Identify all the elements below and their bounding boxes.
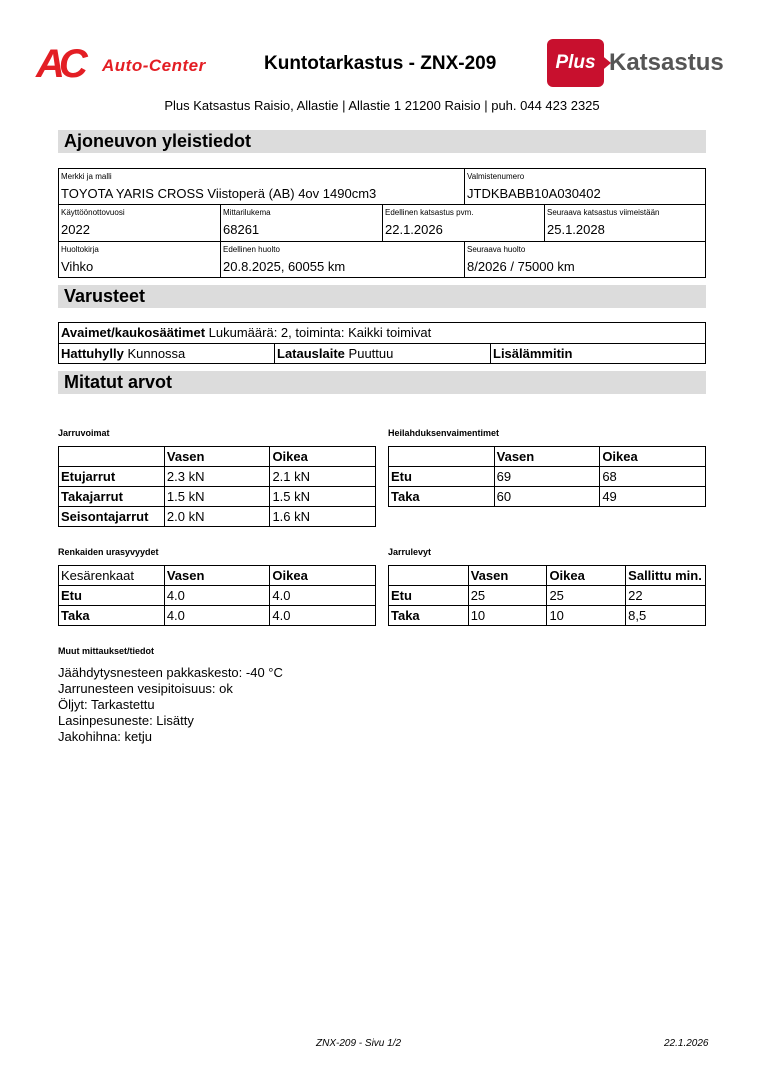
other-title: Muut mittaukset/tiedot: [58, 646, 154, 656]
row-label: Taka: [59, 606, 165, 626]
cell: 25: [468, 586, 547, 606]
table-row: [389, 586, 706, 606]
table-row: [59, 507, 376, 527]
header-cell: [59, 447, 165, 467]
cell: 25: [547, 586, 626, 606]
footer-page: ZNX-209 - Sivu 1/2: [316, 1038, 402, 1049]
row-label: Etu: [389, 467, 495, 487]
equipment-rack: [58, 343, 275, 364]
cell: 69: [494, 467, 600, 487]
equipment-keys: [58, 322, 706, 344]
field-label: Edellinen katsastus pvm.: [385, 208, 474, 217]
document-title: Kuntotarkastus - ZNX-209: [264, 53, 497, 74]
row-label: Seisontajarrut: [59, 507, 165, 527]
other-list: [58, 665, 283, 745]
field-label: Seuraava katsastus viimeistään: [547, 208, 660, 217]
rack-value: Kunnossa: [127, 346, 186, 361]
table-header-row: [59, 566, 376, 586]
table-row: [389, 487, 706, 507]
list-item: Lasinpesuneste: Lisätty: [58, 713, 194, 728]
header-cell: Vasen: [164, 447, 270, 467]
cell: 60: [494, 487, 600, 507]
cell: 4.0: [270, 606, 376, 626]
field-value: 68261: [223, 222, 260, 237]
field-last-inspection: [382, 204, 545, 242]
cell: 10: [547, 606, 626, 626]
cell: 68: [600, 467, 706, 487]
rack-label: Hattuhylly: [61, 346, 124, 361]
field-value: 22.1.2026: [385, 222, 443, 237]
equipment-heater: [490, 343, 706, 364]
list-item: Jarrunesteen vesipitoisuus: ok: [58, 681, 233, 696]
table-row: [59, 606, 376, 626]
footer-date: 22.1.2026: [664, 1038, 709, 1049]
table-header-row: [389, 447, 706, 467]
section-equipment-heading: Varusteet: [58, 285, 706, 308]
equipment-charger: [274, 343, 491, 364]
field-label: Merkki ja malli: [61, 172, 112, 181]
field-label: Mittarilukema: [223, 208, 271, 217]
discs-table: [388, 565, 706, 626]
row-label: Taka: [389, 487, 495, 507]
field-value: 25.1.2028: [547, 222, 605, 237]
field-value: TOYOTA YARIS CROSS Viistoperä (AB) 4ov 1490cm3: [61, 186, 377, 201]
field-next-inspection: [544, 204, 706, 242]
row-label: Etu: [389, 586, 469, 606]
cell: 2.1 kN: [270, 467, 376, 487]
keys-value: Lukumäärä: 2, toiminta: Kaikki toimivat: [208, 325, 432, 340]
field-make-model: [58, 168, 465, 205]
charger-label: Latauslaite: [277, 346, 345, 361]
auto-center-logo: [36, 44, 226, 86]
cell: 1.5 kN: [164, 487, 270, 507]
cell: 8,5: [626, 606, 706, 626]
row-label: Etu: [59, 586, 165, 606]
table-row: [59, 586, 376, 606]
charger-value: Puuttuu: [348, 346, 394, 361]
field-value: 8/2026 / 75000 km: [467, 259, 575, 274]
header-cell: Vasen: [494, 447, 600, 467]
field-last-service: [220, 241, 465, 278]
cell: 1.6 kN: [270, 507, 376, 527]
header-cell: Oikea: [270, 447, 376, 467]
shocks-table: [388, 446, 706, 507]
cell: 2.3 kN: [164, 467, 270, 487]
table-header-row: [59, 447, 376, 467]
cell: 10: [468, 606, 547, 626]
table-header-row: [389, 566, 706, 586]
plus-katsastus-logo: [547, 39, 727, 87]
section-general-heading: Ajoneuvon yleistiedot: [58, 130, 706, 153]
header-cell: Oikea: [270, 566, 376, 586]
keys-label: Avaimet/kaukosäätimet: [61, 325, 206, 340]
field-label: Käyttöönottovuosi: [61, 208, 125, 217]
cell: 22: [626, 586, 706, 606]
station-info: Plus Katsastus Raisio, Allastie | Allastie 1 21200 Raisio | puh. 044 423 2325: [164, 98, 600, 113]
field-vin: [464, 168, 706, 205]
field-value: Vihko: [61, 259, 94, 274]
header-cell: [389, 447, 495, 467]
shocks-title: Heilahduksenvaimentimet: [388, 428, 500, 438]
row-label: Takajarrut: [59, 487, 165, 507]
list-item: Jakohihna: ketju: [58, 729, 152, 744]
cell: 4.0: [164, 586, 270, 606]
table-row: [59, 487, 376, 507]
heater-label: Lisälämmitin: [493, 346, 573, 361]
field-label: Valmistenumero: [467, 172, 525, 181]
field-label: Huoltokirja: [61, 245, 99, 254]
field-label: Seuraava huolto: [467, 245, 526, 254]
row-label: Taka: [389, 606, 469, 626]
field-odometer: [220, 204, 383, 242]
header-cell: Vasen: [468, 566, 547, 586]
field-value: 2022: [61, 222, 90, 237]
field-service-book: [58, 241, 221, 278]
tires-title: Renkaiden urasyvyydet: [58, 547, 159, 557]
plus-logo-box: Plus: [547, 39, 604, 87]
cell: 4.0: [270, 586, 376, 606]
discs-title: Jarrulevyt: [388, 547, 432, 557]
field-year: [58, 204, 221, 242]
header-cell: Vasen: [164, 566, 270, 586]
cell: 2.0 kN: [164, 507, 270, 527]
list-item: Öljyt: Tarkastettu: [58, 697, 155, 712]
table-row: [389, 606, 706, 626]
row-label: Etujarrut: [59, 467, 165, 487]
ac-logo-text: Auto-Center: [102, 56, 206, 75]
cell: 1.5 kN: [270, 487, 376, 507]
ac-logo-letters: AC: [36, 42, 82, 86]
field-next-service: [464, 241, 706, 278]
header-cell: Oikea: [547, 566, 626, 586]
brakes-title: Jarruvoimat: [58, 428, 110, 438]
tires-table: [58, 565, 376, 626]
brakes-table: [58, 446, 376, 527]
field-value: JTDKBABB10A030402: [467, 186, 601, 201]
list-item: Jäähdytysnesteen pakkaskesto: -40 °C: [58, 665, 283, 680]
section-measured-heading: Mitatut arvot: [58, 371, 706, 394]
header-cell: Kesärenkaat: [59, 566, 165, 586]
cell: 49: [600, 487, 706, 507]
table-row: [59, 467, 376, 487]
header-cell: Sallittu min.: [626, 566, 706, 586]
field-label: Edellinen huolto: [223, 245, 280, 254]
header-cell: Oikea: [600, 447, 706, 467]
field-value: 20.8.2025, 60055 km: [223, 259, 346, 274]
table-row: [389, 467, 706, 487]
cell: 4.0: [164, 606, 270, 626]
header-cell: [389, 566, 469, 586]
plus-logo-text: Katsastus: [609, 49, 724, 76]
